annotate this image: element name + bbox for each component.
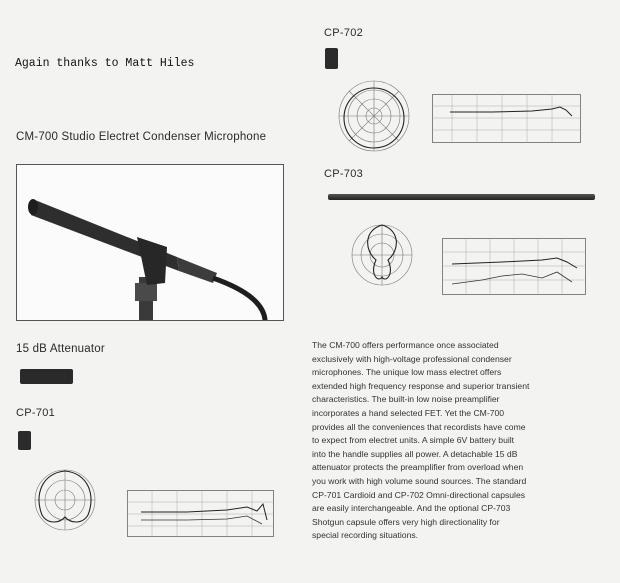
- attenuator-image: [20, 369, 73, 384]
- cp701-polar-pattern: [18, 465, 113, 535]
- cp702-polar-pattern: [322, 76, 427, 156]
- cp701-frequency-response: [127, 490, 275, 538]
- cp702-capsule-image: [325, 48, 338, 69]
- product-title: CM-700 Studio Electret Condenser Microphone: [16, 131, 267, 143]
- cp701-capsule-image: [18, 431, 31, 450]
- description-line: incorporates a hand selected FET. Yet the CM-700: [312, 407, 505, 418]
- description-line: to expect from electret units. A simple 6V battery built: [312, 435, 515, 446]
- description-line: exclusively with high-voltage professional condenser: [312, 353, 512, 364]
- microphone-illustration: [17, 165, 283, 320]
- description-line: microphones. The unique low mass electret offers: [312, 367, 502, 378]
- description-line: are easily interchangeable. And the optional CP-703: [312, 503, 511, 514]
- cp703-frequency-response: [442, 238, 587, 296]
- description-line: you work with high volume sound sources. The standard: [312, 475, 527, 486]
- description-line: extended high frequency response and superior transient: [312, 380, 530, 391]
- attenuator-label: 15 dB Attenuator: [16, 343, 105, 355]
- credit-note: Again thanks to Matt Hiles: [15, 57, 195, 70]
- description-line: characteristics. The built-in low noise preamplifier: [312, 394, 500, 405]
- description-line: The CM-700 offers performance once associated: [312, 340, 499, 350]
- cp702-label: CP-702: [324, 27, 364, 39]
- cp701-label: CP-701: [16, 407, 56, 419]
- cp703-shotgun-capsule-image: [328, 194, 595, 200]
- description-line: Shotgun capsule offers very high directionality for: [312, 516, 500, 527]
- description-line: attenuator protects the preamplifier from overload when: [312, 462, 524, 473]
- microphone-photo: [16, 164, 284, 321]
- cp703-polar-pattern: [340, 215, 425, 300]
- description-line: CP-701 Cardioid and CP-702 Omni-directional capsules: [312, 489, 526, 500]
- description-line: into the handle supplies all power. A detachable 15 dB: [312, 448, 518, 459]
- description-line: special recording situations.: [312, 530, 419, 541]
- description-line: provides all the conveniences that recordists have come: [312, 421, 526, 432]
- cp702-frequency-response: [432, 94, 582, 144]
- description-text: [312, 339, 612, 543]
- cp703-label: CP-703: [324, 168, 364, 180]
